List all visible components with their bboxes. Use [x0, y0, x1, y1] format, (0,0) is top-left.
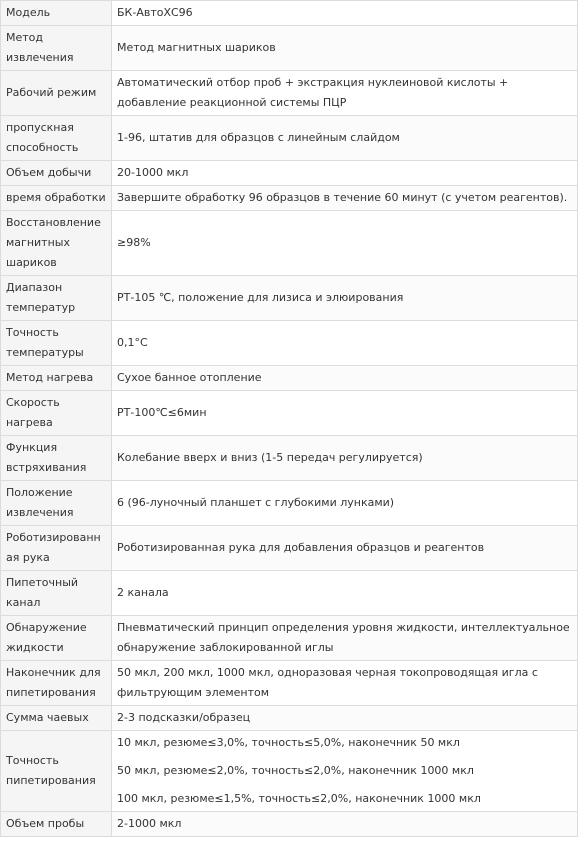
table-row: [1, 26, 578, 71]
row-value: Автоматический отбор проб + экстракция нуклеиновой кислоты + добавление реакционной системы ПЦР: [112, 71, 578, 116]
row-value: РТ-105 ℃, положение для лизиса и элюирования: [112, 276, 578, 321]
table-row: [1, 211, 578, 276]
table-row: [1, 526, 578, 571]
row-label: Метод извлечения: [1, 26, 112, 71]
table-row: [1, 116, 578, 161]
row-value: 2-1000 мкл: [112, 812, 578, 837]
row-value: ≥98%: [112, 211, 578, 276]
table-row: [1, 481, 578, 526]
row-label: Роботизированная рука: [1, 526, 112, 571]
table-row: [1, 1, 578, 26]
row-label: Наконечник для пипетирования: [1, 661, 112, 706]
row-value: 0,1°C: [112, 321, 578, 366]
row-value: БК-АвтоХС96: [112, 1, 578, 26]
row-value: 1-96, штатив для образцов с линейным слайдом: [112, 116, 578, 161]
table-row: [1, 436, 578, 481]
row-value: Завершите обработку 96 образцов в течение 60 минут (с учетом реагентов).: [112, 186, 578, 211]
row-label: пропускная способность: [1, 116, 112, 161]
pipetting-accuracy-line: 10 мкл, резюме≤3,0%, точность≤5,0%, наконечник 50 мкл: [117, 736, 460, 749]
row-label: Метод нагрева: [1, 366, 112, 391]
table-row: [1, 161, 578, 186]
table-row: [1, 571, 578, 616]
table-row: [1, 616, 578, 661]
row-label: Сумма чаевых: [1, 706, 112, 731]
row-value: 6 (96-луночный планшет с глубокими лунками): [112, 481, 578, 526]
row-label: Функция встряхивания: [1, 436, 112, 481]
row-label: Объем пробы: [1, 812, 112, 837]
table-row: [1, 276, 578, 321]
row-label: Модель: [1, 1, 112, 26]
pipetting-accuracy-line: 50 мкл, резюме≤2,0%, точность≤2,0%, наконечник 1000 мкл: [117, 764, 474, 777]
table-row: [1, 71, 578, 116]
row-value: 20-1000 мкл: [112, 161, 578, 186]
row-label: Скорость нагрева: [1, 391, 112, 436]
pipetting-accuracy-line: 100 мкл, резюме≤1,5%, точность≤2,0%, наконечник 1000 мкл: [117, 792, 481, 805]
table-row: [1, 731, 578, 812]
table-row: [1, 186, 578, 211]
table-row: [1, 366, 578, 391]
row-label: Рабочий режим: [1, 71, 112, 116]
row-label: Обнаружение жидкости: [1, 616, 112, 661]
row-label: Восстановление магнитных шариков: [1, 211, 112, 276]
row-value-list: [112, 731, 578, 812]
table-row: [1, 706, 578, 731]
row-label: Объем добычи: [1, 161, 112, 186]
row-value: Пневматический принцип определения уровня жидкости, интеллектуальное обнаружение заблокированной иглы: [112, 616, 578, 661]
row-value: Сухое банное отопление: [112, 366, 578, 391]
row-label: Пипеточный канал: [1, 571, 112, 616]
row-label: Положение извлечения: [1, 481, 112, 526]
row-value: 50 мкл, 200 мкл, 1000 мкл, одноразовая черная токопроводящая игла с фильтрующим элементом: [112, 661, 578, 706]
table-row: [1, 812, 578, 837]
row-label: Точность температуры: [1, 321, 112, 366]
row-value: РТ-100℃≤6мин: [112, 391, 578, 436]
row-value: Метод магнитных шариков: [112, 26, 578, 71]
row-value: 2 канала: [112, 571, 578, 616]
row-value: 2-3 подсказки/образец: [112, 706, 578, 731]
row-label: Точность пипетирования: [1, 731, 112, 812]
row-value: Колебание вверх и вниз (1-5 передач регулируется): [112, 436, 578, 481]
table-row: [1, 391, 578, 436]
row-label: Диапазон температур: [1, 276, 112, 321]
table-row: [1, 321, 578, 366]
table-row: [1, 661, 578, 706]
row-label: время обработки: [1, 186, 112, 211]
row-value: Роботизированная рука для добавления образцов и реагентов: [112, 526, 578, 571]
